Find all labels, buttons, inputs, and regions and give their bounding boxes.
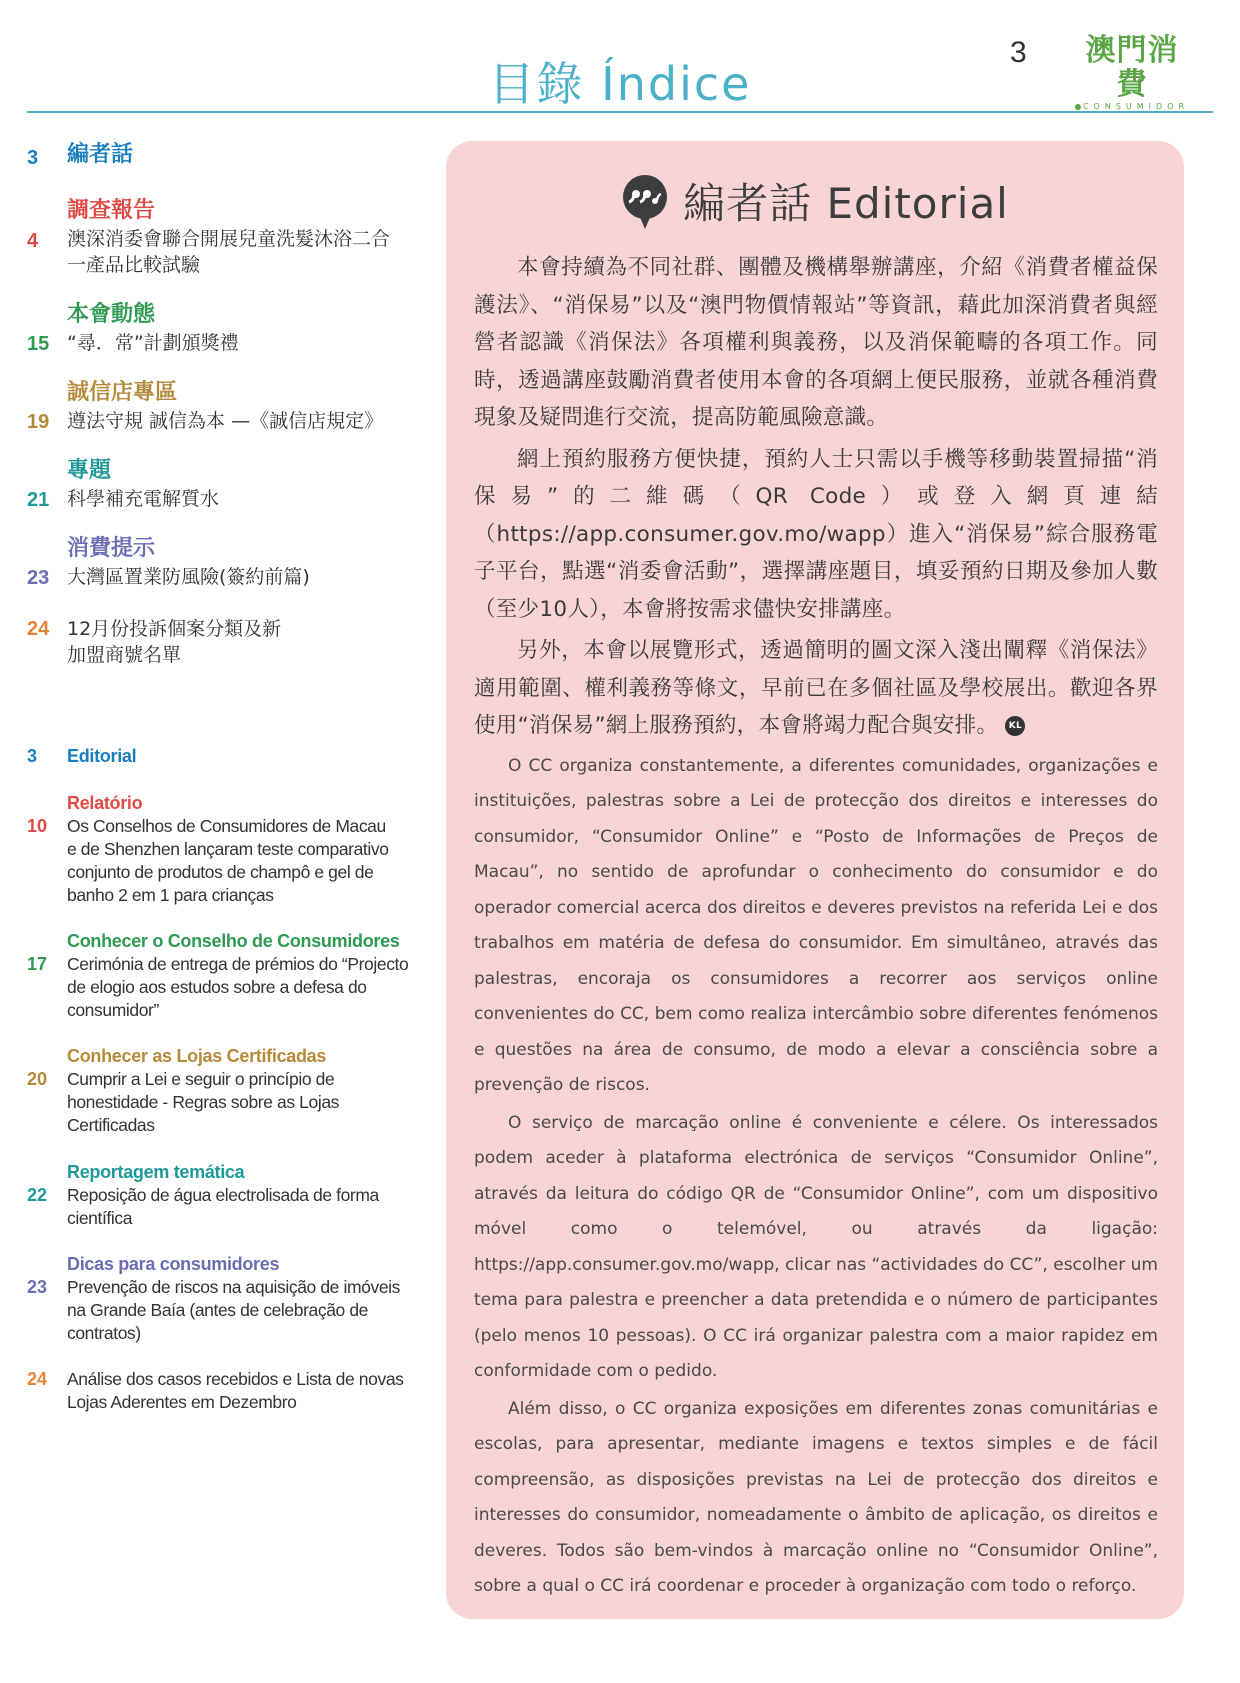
toc-category: 專題 xyxy=(67,458,112,483)
toc-page-number: 3 xyxy=(27,746,38,766)
toc-page-number: 19 xyxy=(27,411,50,433)
toc-title: Os Conselhos de Consumidores de Macau e de Shenzhen lançaram teste comparativo conjunto de produtos de champô e gel de banho 2 em 1 para crianças xyxy=(67,816,389,905)
toc-title: 澳深消委會聯合開展兒童洗髮沐浴二合一產品比較試驗 xyxy=(67,228,391,276)
toc-category: Conhecer o Conselho de Consumidores xyxy=(67,931,400,951)
page-number: 3 xyxy=(1010,36,1027,69)
toc-page-number: 23 xyxy=(27,1277,48,1297)
toc-title: Reposição de água electrolisada de forma científica xyxy=(67,1185,379,1228)
toc-title: Cumprir a Lei e seguir o princípio de honestidade - Regras sobre as Lojas Certificadas xyxy=(67,1069,340,1135)
toc-category: Editorial xyxy=(67,746,137,766)
toc-page-number: 10 xyxy=(27,816,48,836)
editorial-pt-paragraph: Além disso, o CC organiza exposições em diferentes zonas comunitárias e escolas, para apresentar, mediante imagens e textos simples e de fácil compreensão, as disposições previstas na Lei de protecção dos direitos e interesses do consumidor, nomeadamente o âmbito de aplicação, os direitos e deveres. Todos são bem-vindos à marcação online no “Consumidor Online”, sobre a qual o CC irá coordenar e proceder à organização com todo o reforço. xyxy=(474,1398,1158,1596)
toc-title: Análise dos casos recebidos e Lista de novas Lojas Aderentes em Dezembro xyxy=(67,1369,404,1412)
toc-category: Dicas para consumidores xyxy=(67,1254,280,1274)
toc-page-number: 17 xyxy=(27,954,48,974)
toc-category: Reportagem temática xyxy=(67,1162,245,1182)
page-title: 目錄 Índice xyxy=(488,57,752,111)
toc-category: 消費提示 xyxy=(67,536,156,561)
toc-page-number: 3 xyxy=(27,147,39,169)
toc-page-number: 21 xyxy=(27,489,50,511)
end-mark-icon: KL xyxy=(1005,716,1025,736)
toc-page-number: 22 xyxy=(27,1185,48,1205)
toc-category: Relatório xyxy=(67,793,143,813)
toc-category: 編者話 xyxy=(67,142,134,167)
toc-title: 大灣區置業防風險(簽約前篇) xyxy=(67,566,310,588)
editorial-pt-paragraph: O serviço de marcação online é conveniente e célere. Os interessados podem aceder à plataforma electrónica de serviços “Consumidor Online”, através da leitura do código QR de “Consumidor Online”, com um dispositivo móvel como o telemóvel, ou através da ligação: https://app.consumer.gov.mo/wapp, clicar nas “actividades do CC”, escolher um tema para palestra e preencher a data pretendida e o número de participantes (pelo menos 10 pessoas). O CC irá organizar palestra com a maior rapidez em conformidade com o pedido. xyxy=(474,1112,1158,1381)
toc-category: Conhecer as Lojas Certificadas xyxy=(67,1046,327,1066)
toc-page-number: 20 xyxy=(27,1069,48,1089)
editorial-header xyxy=(446,171,1184,231)
editorial-pt-paragraph: O CC organiza constantemente, a diferentes comunidades, organizações e instituições, palestras sobre a Lei de protecção dos direitos e interesses do consumidor, “Consumidor Online” e “Posto de Informações de Preços de Macau”, no sentido de aprofundar o conhecimento do consumidor e do operador comercial acerca dos direitos e deveres previstos na referida Lei e dos trabalhos em matéria de defesa do consumidor. Em simultâneo, através das palestras, encoraja os consumidores a recorrer aos serviços online convenientes do CC, bem como realiza intercâmbio sobre diferentes fenómenos e questões na área de consumo, de modo a elevar a consciência sobre a prevenção de riscos. xyxy=(474,755,1158,1095)
toc-title: Prevenção de riscos na aquisição de imóveis na Grande Baía (antes de celebração de contratos) xyxy=(67,1277,400,1343)
toc-page-number: 15 xyxy=(27,333,50,355)
editorial-zh-paragraph: 本會持續為不同社群、團體及機構舉辦講座，介紹《消費者權益保護法》、“消保易”以及“澳門物價情報站”等資訊，藉此加深消費者與經營者認識《消保法》各項權利與義務，以及消保範疇的各項工作。同時，透過講座鼓勵消費者使用本會的各項網上便民服務，並就各種消費現象及疑問進行交流，提高防範風險意識。 xyxy=(474,255,1158,430)
editorial-body xyxy=(474,249,1158,1605)
toc-category: 本會動態 xyxy=(67,302,156,327)
toc-page-number: 23 xyxy=(27,567,50,589)
brand-subtitle-text: CONSUMIDOR xyxy=(1082,102,1190,111)
toc-title: 科學補充電解質水 xyxy=(67,488,220,510)
toc-page-number: 4 xyxy=(27,230,39,252)
editorial-zh-paragraph-text: 另外，本會以展覽形式，透過簡明的圖文深入淺出闡釋《消保法》適用範圍、權利義務等條文，早前已在多個社區及學校展出。歡迎各界使用“消保易”網上服務預約，本會將竭力配合與安排。 xyxy=(474,638,1158,738)
editorial-zh-paragraph: 網上預約服務方便快捷，預約人士只需以手機等移動裝置掃描“消保易”的二維碼（QR Code）或登入網頁連結（https://app.consumer.gov.mo/wapp）進入“消保易”綜合服務電子平台，點選“消委會活動”，選擇講座題目，填妥預約日期及參加人數（至少10人），本會將按需求儘快安排講座。 xyxy=(474,446,1158,622)
toc-category: 誠信店專區 xyxy=(67,380,178,405)
toc-page-number: 24 xyxy=(27,618,50,640)
toc-title: 12月份投訴個案分類及新加盟商號名單 xyxy=(67,618,282,666)
toc-title: Cerimónia de entrega de prémios do “Projecto de elogio aos estudos sobre a defesa do consumidor” xyxy=(67,954,409,1020)
brand-name: 澳門消費 xyxy=(1085,33,1179,102)
title-divider xyxy=(27,111,1213,113)
toc-title: “尋．常”計劃頒獎禮 xyxy=(67,332,239,354)
toc-title: 遵法守規 誠信為本 —《誠信店規定》 xyxy=(67,410,384,432)
editorial-title: 編者話 Editorial xyxy=(683,179,1009,228)
editorial-zh-paragraph xyxy=(474,632,1158,745)
toc-page-number: 24 xyxy=(27,1369,48,1389)
toc-category: 調查報告 xyxy=(67,198,156,223)
editorial-panel xyxy=(446,141,1184,1619)
speech-bubble-quote-icon xyxy=(621,175,669,227)
